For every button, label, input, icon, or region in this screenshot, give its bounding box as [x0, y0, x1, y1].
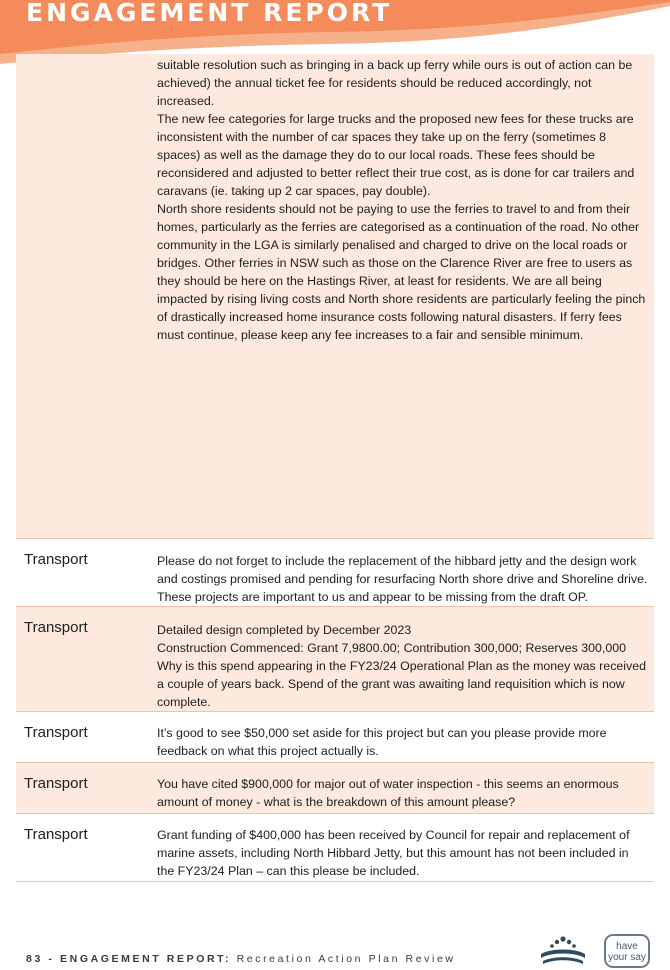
table-row — [16, 712, 654, 763]
logo-line-2: your say — [608, 952, 646, 963]
table-row — [16, 54, 654, 539]
table-row — [16, 814, 654, 882]
have-your-say-logo — [604, 934, 650, 968]
footer-report-subtitle: Recreation Action Plan Review — [231, 953, 456, 965]
feedback-paragraph: You have cited $900,000 for major out of water inspection - this seems an enormous amount of money - what is the breakdown of this amount please? — [157, 777, 619, 809]
feedback-table — [16, 54, 654, 882]
feedback-paragraph: suitable resolution such as bringing in a back up ferry while ours is out of action can be achieved) the annual ticket fee for residents should be reduced accordingly, not increased. — [157, 58, 633, 108]
category-cell: Transport — [24, 619, 88, 636]
feedback-cell — [157, 539, 654, 606]
category-cell: Transport — [24, 826, 88, 843]
port-macquarie-logo-icon — [535, 934, 591, 970]
header-title: ENGAGEMENT REPORT — [26, 0, 393, 27]
category-cell: Transport — [24, 724, 88, 741]
footer-separator: - — [42, 953, 61, 965]
category-cell: Transport — [24, 551, 88, 568]
feedback-paragraph: Detailed design completed by December 2023 — [157, 623, 412, 637]
footer-report-label: ENGAGEMENT REPORT: — [60, 953, 232, 965]
feedback-paragraph: Grant funding of $400,000 has been received by Council for repair and replacement of marine assets, including North Hibbard Jetty, but this amount has not been included in the FY23/24 Plan – can this please be included. — [157, 828, 630, 878]
feedback-paragraph: North shore residents should not be paying to use the ferries to travel to and from their homes, particularly as the ferries are categorised as a continuation of the road. No other community in the LGA is similarly penalised and charged to drive on the local roads or bridges. Other ferries in NSW such as those on the Clarence River are free to users as they should be here on the Hastings River, at least for residents. We are all being impacted by rising living costs and North shore residents are particularly feeling the pinch of drastically increased home insurance costs following natural disasters. If ferry fees must continue, please keep any fee increases to a fair and sensible minimum. — [157, 202, 646, 342]
feedback-paragraph: The new fee categories for large trucks and the proposed new fees for these trucks are inconsistent with the number of car spaces they take up on the ferry (sometimes 8 spaces) as well as the damage they do to our local roads. These fees should be reconsidered and adjusted to better reflect their true cost, as is done for car trailers and caravans (ie. taking up 2 car spaces, pay double). — [157, 112, 635, 198]
feedback-paragraph: Construction Commenced: Grant 7,9800.00; Contribution 300,000; Reserves 300,000 — [157, 641, 627, 655]
feedback-cell — [157, 54, 654, 538]
table-row — [16, 607, 654, 712]
page-number: 83 — [26, 953, 43, 965]
page-footer — [26, 953, 456, 965]
category-cell: Transport — [24, 775, 88, 792]
feedback-paragraph: Why is this spend appearing in the FY23/24 Operational Plan as the money was received a couple of years back. Spend of the grant was awaiting land requisition which is now complete. — [157, 659, 647, 709]
feedback-cell — [157, 763, 654, 813]
feedback-cell — [157, 607, 654, 711]
category-cell — [16, 54, 157, 538]
feedback-cell — [157, 712, 654, 762]
feedback-cell — [157, 814, 654, 881]
table-row — [16, 539, 654, 607]
feedback-paragraph: It’s good to see $50,000 set aside for this project but can you please provide more feedback on what this project actually is. — [157, 726, 607, 758]
table-row — [16, 763, 654, 814]
feedback-paragraph: Please do not forget to include the replacement of the hibbard jetty and the design work and costings promised and pending for resurfacing North shore drive and Shoreline drive. These projects are important to us and appear to be missing from the draft OP. — [157, 554, 648, 604]
logo-line-1: have — [616, 941, 638, 952]
